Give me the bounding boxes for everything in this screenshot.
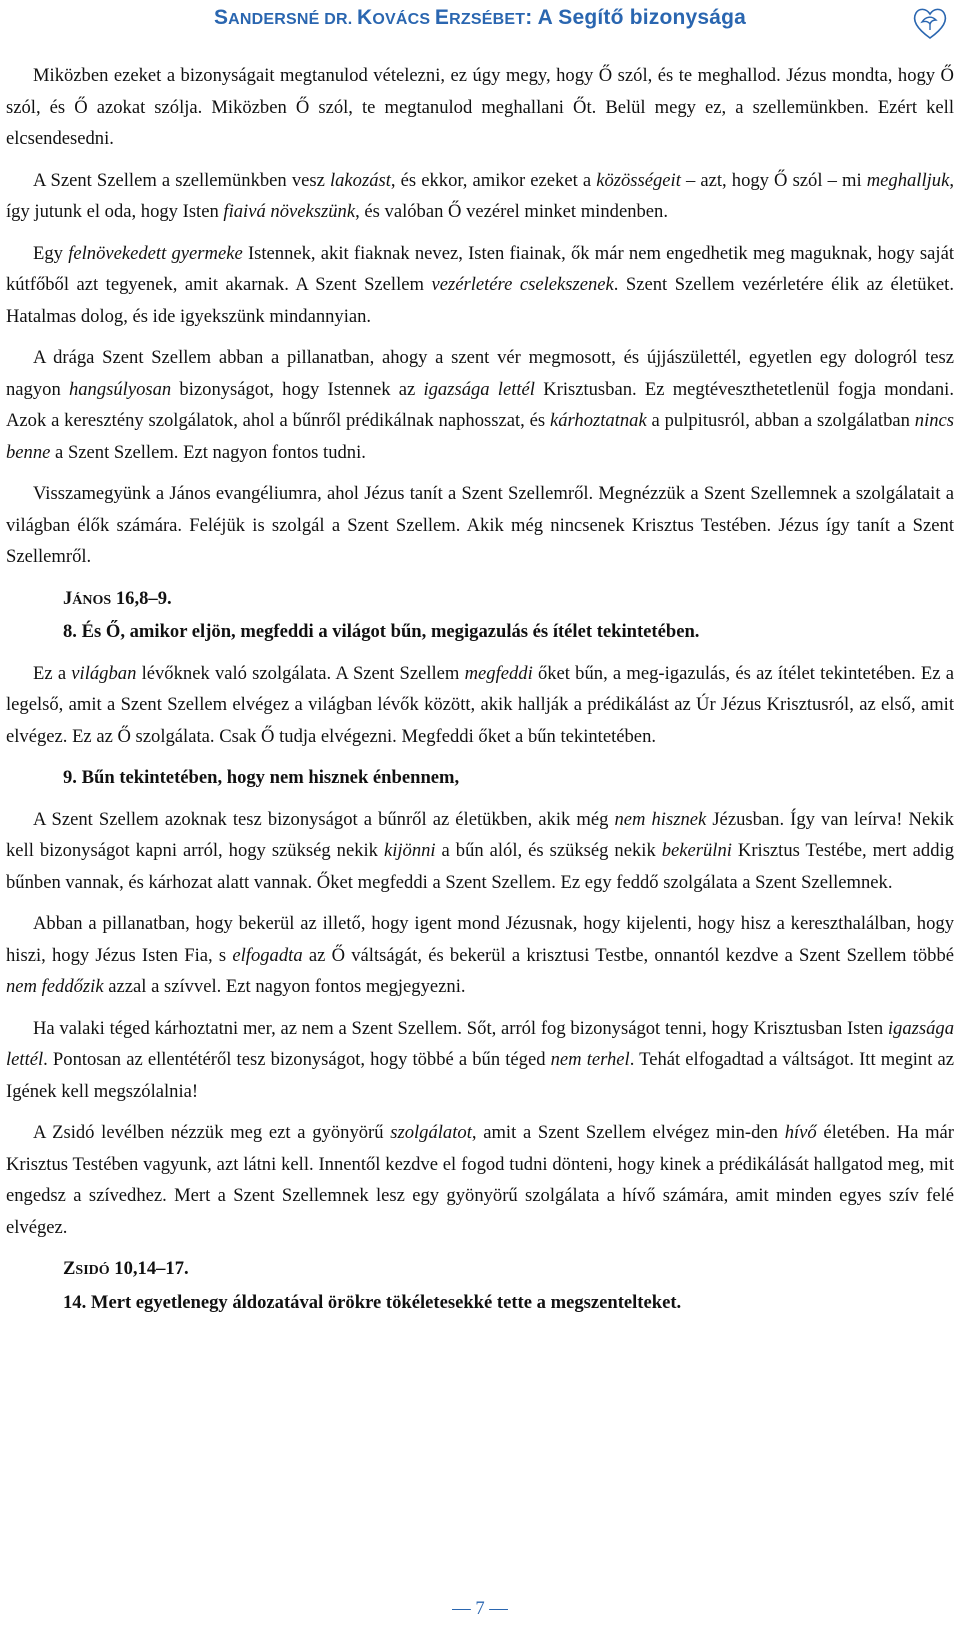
paragraph-text: , így jutunk el oda, hogy Isten xyxy=(6,169,954,222)
emphasis-text: nincs benne xyxy=(6,410,955,463)
paragraph-text: bizonyságot, hogy Istennek az xyxy=(171,378,424,400)
scripture-verse-9: 9. Bűn tekintetében, hogy nem hisznek énbennem, xyxy=(63,767,460,788)
paragraph-text: , és valóban Ő vezérel minket mindenben. xyxy=(355,201,668,222)
emphasis-text: hívő xyxy=(784,1122,817,1143)
paragraph-text: Ez a xyxy=(33,662,72,684)
paragraph-text: – azt, hogy Ő szól – mi xyxy=(680,169,867,191)
dove-heart-icon xyxy=(906,2,954,42)
title-smallcaps: OVÁCS xyxy=(372,11,435,28)
paragraph-text: a bűn alól, és szükség nekik xyxy=(435,840,662,861)
paragraph-text: . Tehát elfogadtad a váltságot. Itt megint az Igének kell megszólalnia! xyxy=(6,1049,954,1102)
scripture-reference: JÁNOS 16,8–9. xyxy=(63,587,172,609)
paragraph-text: Ha valaki téged kárhoztatni mer, az nem a Szent Szellem. Sőt, arról fog bizonyságot tenni, hogy Krisztusban Isten xyxy=(33,1017,888,1039)
paragraph-text: A Szent Szellem azoknak tesz bizonyságot a bűnről az életükben, akik még xyxy=(33,808,615,830)
paragraph-text: lévőknek való szolgálata. A Szent Szellem xyxy=(136,662,465,684)
emphasis-text: megfeddi xyxy=(464,662,533,684)
emphasis-text: igazsága lettél xyxy=(6,1017,954,1070)
paragraph-text: A Szent Szellem a szellemünkben vesz xyxy=(33,169,330,191)
paragraph-text: Jézusban. Így van leírva! Nekik kell bizonyságot kapni arról, hogy szükség nekik xyxy=(6,808,954,861)
body-paragraph xyxy=(6,60,954,155)
paragraph-text: . Pontosan az ellentétéről tesz bizonyságot, hogy többé a bűn téged xyxy=(43,1049,551,1070)
paragraph-text: Visszamegyünk a János evangéliumra, ahol Jézus tanít a Szent Szellemről. Megnézzük a Szent Szellemnek a szolgálatait a világban élők számára. Feléjük is szolgál a Szent Szellem. Akik még nincsenek Krisztus Testében. Jézus így tanít a Szent Szellemről. xyxy=(6,483,954,567)
paragraph-text: . Szent Szellem vezérletére élik az életüket. Hatalmas dolog, és ide igyekszünk mindannyian. xyxy=(6,274,954,327)
emphasis-text: közösségeit xyxy=(596,169,681,191)
paragraph-text: az Ő váltságát, és bekerül a krisztusi Testbe, onnantól kezdve a Szent Szellem többé xyxy=(302,944,955,966)
body-paragraph xyxy=(6,165,954,228)
emphasis-text: fiaivá növekszünk xyxy=(223,201,356,222)
emphasis-text: világban xyxy=(71,662,137,684)
title-tail: : A Segítő bizonysága xyxy=(525,6,747,29)
emphasis-text: nem feddőzik xyxy=(6,976,104,997)
emphasis-text: kárhoztatnak xyxy=(549,410,647,431)
title-initial: S xyxy=(213,6,229,29)
paragraph-text: , amit a Szent Szellem elvégez min-den xyxy=(471,1122,785,1143)
body-paragraph xyxy=(6,658,954,753)
paragraph-text: Abban a pillanatban, hogy bekerül az illető, hogy igent mond Jézusnak, hogy kijelenti, hogy hisz a kereszthalálban, hogy hiszi, hogy Jézus Isten Fia, s xyxy=(6,913,954,966)
paragraph-text: Egy xyxy=(33,242,69,264)
title-smallcaps: ANDERSNÉ DR. xyxy=(228,11,357,28)
emphasis-text: felnövekedett gyermeke xyxy=(68,242,243,264)
title-initial: E xyxy=(434,6,450,29)
page-number: — 7 — xyxy=(452,1598,508,1619)
body-paragraph xyxy=(6,908,954,1003)
body-paragraph xyxy=(6,238,954,333)
body-paragraph xyxy=(6,804,954,899)
paragraph-text: Miközben ezeket a bizonyságait megtanulod vételezni, ez úgy megy, hogy Ő szól, és te meghallod. Jézus mondta, hogy Ő szól, és Ő azokat szólja. Miközben Ő szól, te megtanulod meghallani Őt. Belül megy ez, a szellemünkben. Ezért kell elcsendesedni. xyxy=(6,65,954,149)
body-paragraph xyxy=(6,478,954,573)
emphasis-text: hangsúlyosan xyxy=(68,378,172,400)
scripture-verse: 14. Mert egyetlenegy áldozatával örökre tökéletesekké tette a megszentelteket. xyxy=(63,1291,682,1313)
body-paragraph xyxy=(6,342,954,468)
paragraph-text: , és ekkor, amikor ezeket a xyxy=(390,169,597,191)
emphasis-text: kijönni xyxy=(383,840,436,861)
paragraph-text: Krisztus Testébe, mert addig bűnben vannak, és kárhozat alatt vannak. Őket megfeddi a Szent Szellem. Ez egy feddő szolgálata a Szent Szellemnek. xyxy=(6,840,954,893)
paragraph-text: A Zsidó levélben nézzük meg ezt a gyönyörű xyxy=(33,1122,391,1143)
emphasis-text: bekerülni xyxy=(661,840,732,861)
title-smallcaps: RZSÉBET xyxy=(449,11,526,28)
paragraph-text: életében. Ha már Krisztus Testében vagyunk, azt látni kell. Innentől kezdve el fogod tudni dönteni, hogy kinek a prédikálását hallgatod meg, mit engedsz a szívedhez. Mert a Szent Szellemnek lesz egy gyönyörű szolgálata a hívő számára, amit minden egyes szív felé elvégez. xyxy=(6,1122,954,1238)
emphasis-text: nem terhel xyxy=(550,1049,630,1070)
paragraph-text: azzal a szívvel. Ezt nagyon fontos megjegyezni. xyxy=(103,976,466,997)
paragraph-text: Istennek, akit fiaknak nevez, Isten fiainak, ők már nem engedhetik meg maguknak, hogy saját kútfőből azt tegyenek, amit akarnak. A Szent Szellem xyxy=(6,242,955,295)
paragraph-text: őket bűn, a meg-igazulás, és az ítélet tekintetében. Ez a legelső, amit a Szent Szellem elvégez a világban lévők között, akik hallják a prédikálást az Úr Jézus Krisztusról, az első, amit elvégez. Ez az Ő szolgálata. Csak Ő tudja elvégezni. Megfeddi őket a bűn tekintetében. xyxy=(6,662,954,747)
paragraph-text: Krisztusban. Ez megtéveszthetetlenül fogja mondani. Azok a keresztény szolgálatok, ahol a bűnről prédikálnak naphosszat, és xyxy=(6,378,954,431)
emphasis-text: szolgálatot xyxy=(390,1122,472,1143)
emphasis-text: elfogadta xyxy=(232,944,303,966)
paragraph-text: a Szent Szellem. Ezt nagyon fontos tudni. xyxy=(50,441,366,463)
page-header xyxy=(0,0,960,44)
title-initial: K xyxy=(357,6,373,29)
emphasis-text: vezérletére cselekszenek xyxy=(431,274,614,295)
body-paragraph xyxy=(6,1013,954,1108)
scripture-block-john xyxy=(63,583,954,648)
emphasis-text: nem hisznek xyxy=(614,808,707,830)
scripture-block-hebrews xyxy=(63,1253,954,1318)
scripture-verse: 8. És Ő, amikor eljön, megfeddi a világot bűn, megigazulás és ítélet tekintetében. xyxy=(63,621,700,642)
emphasis-text: igazsága lettél xyxy=(423,378,535,400)
scripture-reference: ZSIDÓ 10,14–17. xyxy=(63,1258,189,1279)
document-body xyxy=(6,60,954,1328)
emphasis-text: lakozást xyxy=(329,169,391,191)
emphasis-text: meghalljuk xyxy=(866,169,950,191)
paragraph-text: a pulpitusról, abban a szolgálatban xyxy=(646,410,915,431)
header-title xyxy=(0,6,960,30)
paragraph-text: A drága Szent Szellem abban a pillanatban, ahogy a szent vér megmosott, és újjászülettél, egyetlen egy dologról tesz nagyon xyxy=(6,347,954,400)
body-paragraph xyxy=(6,1117,954,1243)
